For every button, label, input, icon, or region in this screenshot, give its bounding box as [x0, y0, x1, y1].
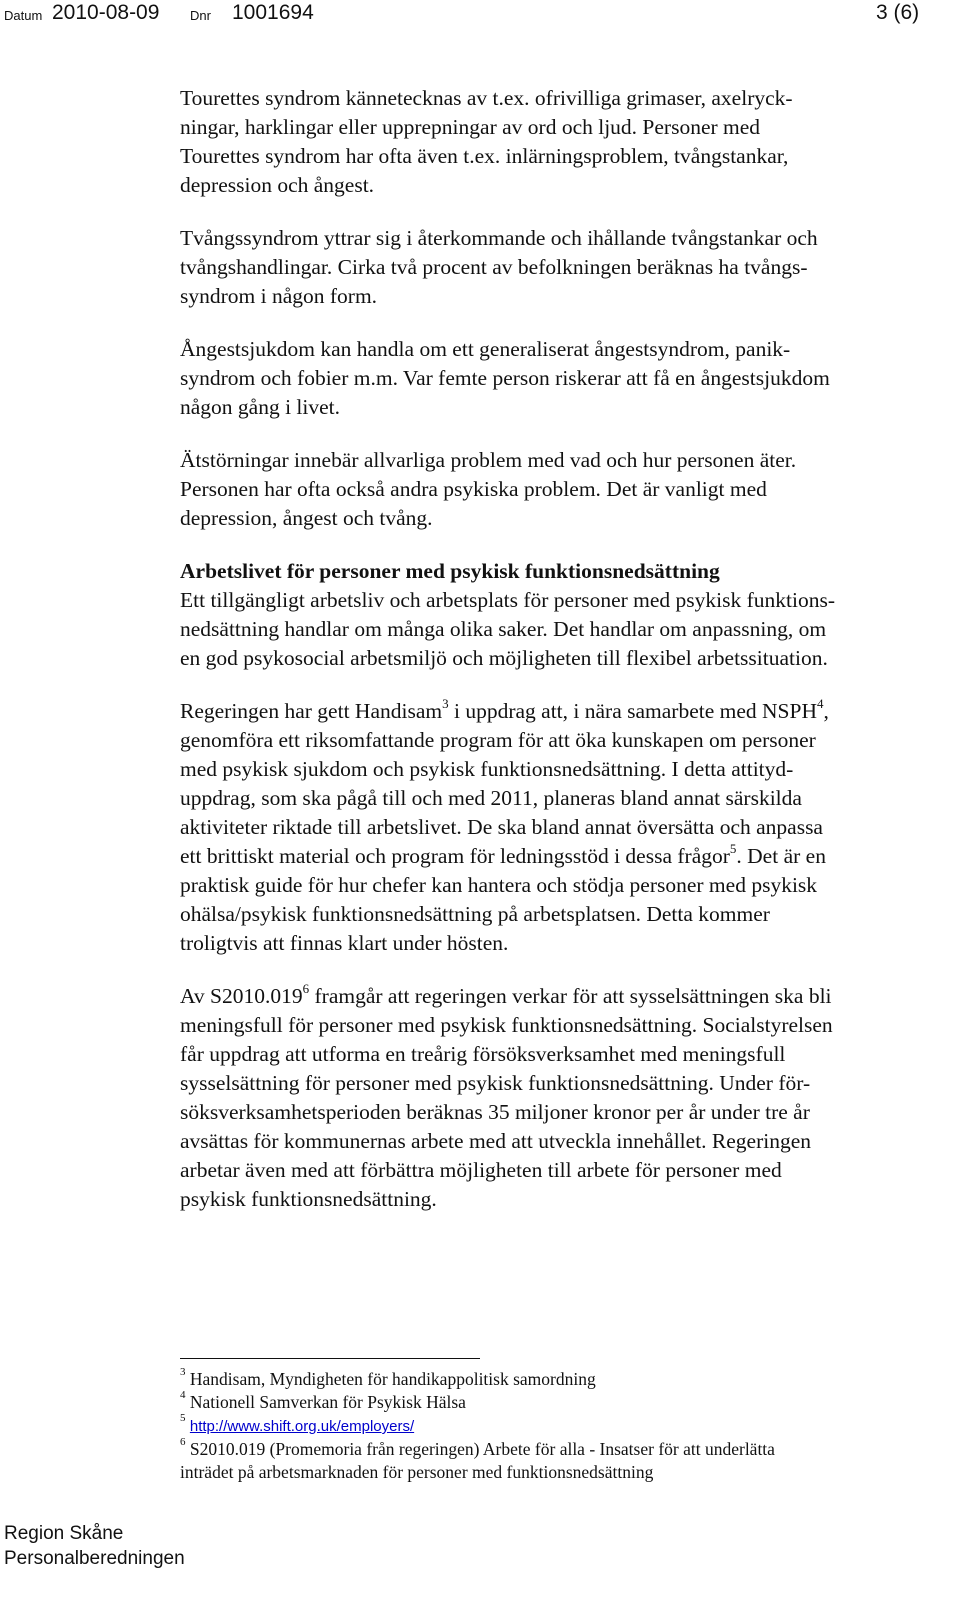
- paragraph-tvangssyndrom: [180, 224, 946, 311]
- text-line: syndrom i någon form.: [180, 284, 378, 308]
- text-line: depression och ångest.: [180, 173, 375, 197]
- footnote-number: 3: [180, 1366, 186, 1379]
- text-segment: Regeringen har gett Handisam: [180, 699, 443, 723]
- footnote-6-continued: inträdet på arbetsmarknaden för personer med funktionsnedsättning: [180, 1462, 654, 1482]
- footnote-link[interactable]: http://www.shift.org.uk/employers/: [189, 1418, 415, 1435]
- organization-name: Region Skåne: [4, 1523, 124, 1544]
- footnote-4: [180, 1391, 946, 1414]
- page-number: 3 (6): [876, 1, 920, 24]
- text-line: aktiviteter riktade till arbetslivet. De ska bland annat översätta och anpassa: [180, 815, 823, 839]
- text-line: genomföra ett riksomfattande program för att öka kunskapen om personer: [180, 728, 816, 752]
- footnote-text: Nationell Samverkan för Psykisk Hälsa: [185, 1392, 466, 1412]
- text-line: meningsfull för personer med psykisk funktionsnedsättning. Socialstyrelsen: [180, 1013, 833, 1037]
- document-body: [180, 84, 946, 1238]
- footnote-3: [180, 1368, 946, 1391]
- text-line: tvångshandlingar. Cirka två procent av befolkningen beräknas ha tvångs-: [180, 255, 808, 279]
- text-line: depression, ångest och tvång.: [180, 506, 433, 530]
- footnotes: [180, 1368, 946, 1484]
- text-line: arbetar även med att förbättra möjligheten till arbete för personer med: [180, 1158, 782, 1182]
- text-line: Tourettes syndrom har ofta även t.ex. inlärningsproblem, tvångstankar,: [180, 144, 789, 168]
- text-line: får uppdrag att utforma en treårig försöksverksamhet med meningsfull: [180, 1042, 786, 1066]
- footnote-5: [180, 1414, 946, 1438]
- page-header: [0, 0, 960, 36]
- text-line: avsättas för kommunernas arbete med att utveckla innehållet. Regeringen: [180, 1129, 812, 1153]
- footnote-text: S2010.019 (Promemoria från regeringen) Arbete för alla - Insatser för att underlätta: [185, 1439, 775, 1459]
- text-line: uppdrag, som ska pågå till och med 2011, planeras bland annat särskilda: [180, 786, 802, 810]
- text-line: ningar, harklingar eller upprepningar av ord och ljud. Personer med: [180, 115, 761, 139]
- footnote-text: Handisam, Myndigheten för handikappolitisk samordning: [185, 1369, 596, 1389]
- department-name: Personalberedningen: [4, 1548, 185, 1569]
- text-line: [180, 697, 946, 726]
- datum-label: Datum: [4, 8, 43, 23]
- text-segment: i uppdrag att, i nära samarbete med NSPH: [448, 699, 817, 723]
- text-line: [180, 982, 946, 1011]
- footnote-ref[interactable]: 3: [442, 695, 449, 711]
- text-line: ohälsa/psykisk funktionsnedsättning på arbetsplatsen. Detta kommer: [180, 902, 770, 926]
- footnote-number: 6: [180, 1436, 186, 1449]
- footnote-number: 4: [180, 1389, 186, 1402]
- text-line: Tourettes syndrom kännetecknas av t.ex. ofrivilliga grimaser, axelryck-: [180, 86, 793, 110]
- section-heading: Arbetslivet för personer med psykisk funktionsnedsättning: [180, 559, 720, 583]
- text-line: syndrom och fobier m.m. Var femte person riskerar att få en ångestsjukdom: [180, 366, 830, 390]
- text-line: söksverksamhetsperioden beräknas 35 miljoner kronor per år under tre år: [180, 1100, 810, 1124]
- text-segment: . Det är en: [736, 844, 826, 868]
- footnote-number: 5: [180, 1412, 186, 1425]
- document-date: 2010-08-09: [52, 1, 160, 24]
- text-line: Ångestsjukdom kan handla om ett generaliserat ångestsyndrom, panik-: [180, 337, 791, 361]
- text-segment: framgår att regeringen verkar för att sysselsättningen ska bli: [309, 984, 832, 1008]
- text-segment: ett brittiskt material och program för ledningsstöd i dessa frågor: [180, 844, 730, 868]
- text-line: någon gång i livet.: [180, 395, 341, 419]
- text-line: psykisk funktionsnedsättning.: [180, 1187, 437, 1211]
- text-line: praktisk guide för hur chefer kan hantera och stödja personer med psykisk: [180, 873, 818, 897]
- footnote-ref[interactable]: 6: [302, 980, 310, 996]
- text-line: nedsättning handlar om många olika saker. Det handlar om anpassning, om: [180, 617, 827, 641]
- footnote-separator: [180, 1358, 480, 1359]
- paragraph-tourettes: [180, 84, 946, 200]
- text-line: [180, 842, 946, 871]
- text-line: Ett tillgängligt arbetsliv och arbetsplats för personer med psykisk funktions-: [180, 588, 836, 612]
- text-line: troligtvis att finnas klart under hösten.: [180, 931, 509, 955]
- dnr-label: Dnr: [190, 8, 211, 23]
- text-segment: Av S2010.019: [180, 984, 303, 1008]
- paragraph-atstorningar: [180, 446, 946, 533]
- paragraph-angestsjukdom: [180, 335, 946, 422]
- footnote-6: [180, 1438, 946, 1461]
- footnote-ref[interactable]: 4: [817, 695, 824, 711]
- text-line: sysselsättning för personer med psykisk funktionsnedsättning. Under för-: [180, 1071, 811, 1095]
- text-line: Ätstörningar innebär allvarliga problem med vad och hur personen äter.: [180, 448, 797, 472]
- text-line: med psykisk sjukdom och psykisk funktionsnedsättning. I detta attityd-: [180, 757, 794, 781]
- footnote-ref[interactable]: 5: [729, 840, 737, 856]
- page-footer: [4, 1521, 185, 1571]
- text-line: Personen har ofta också andra psykiska problem. Det är vanligt med: [180, 477, 767, 501]
- text-segment: ,: [823, 699, 829, 723]
- paragraph-regeringen: [180, 697, 946, 958]
- section-arbetslivet: [180, 557, 946, 673]
- paragraph-s2010: [180, 982, 946, 1214]
- text-line: en god psykosocial arbetsmiljö och möjligheten till flexibel arbetssituation.: [180, 646, 828, 670]
- text-line: Tvångssyndrom yttrar sig i återkommande och ihållande tvångstankar och: [180, 226, 818, 250]
- document-number: 1001694: [232, 1, 314, 24]
